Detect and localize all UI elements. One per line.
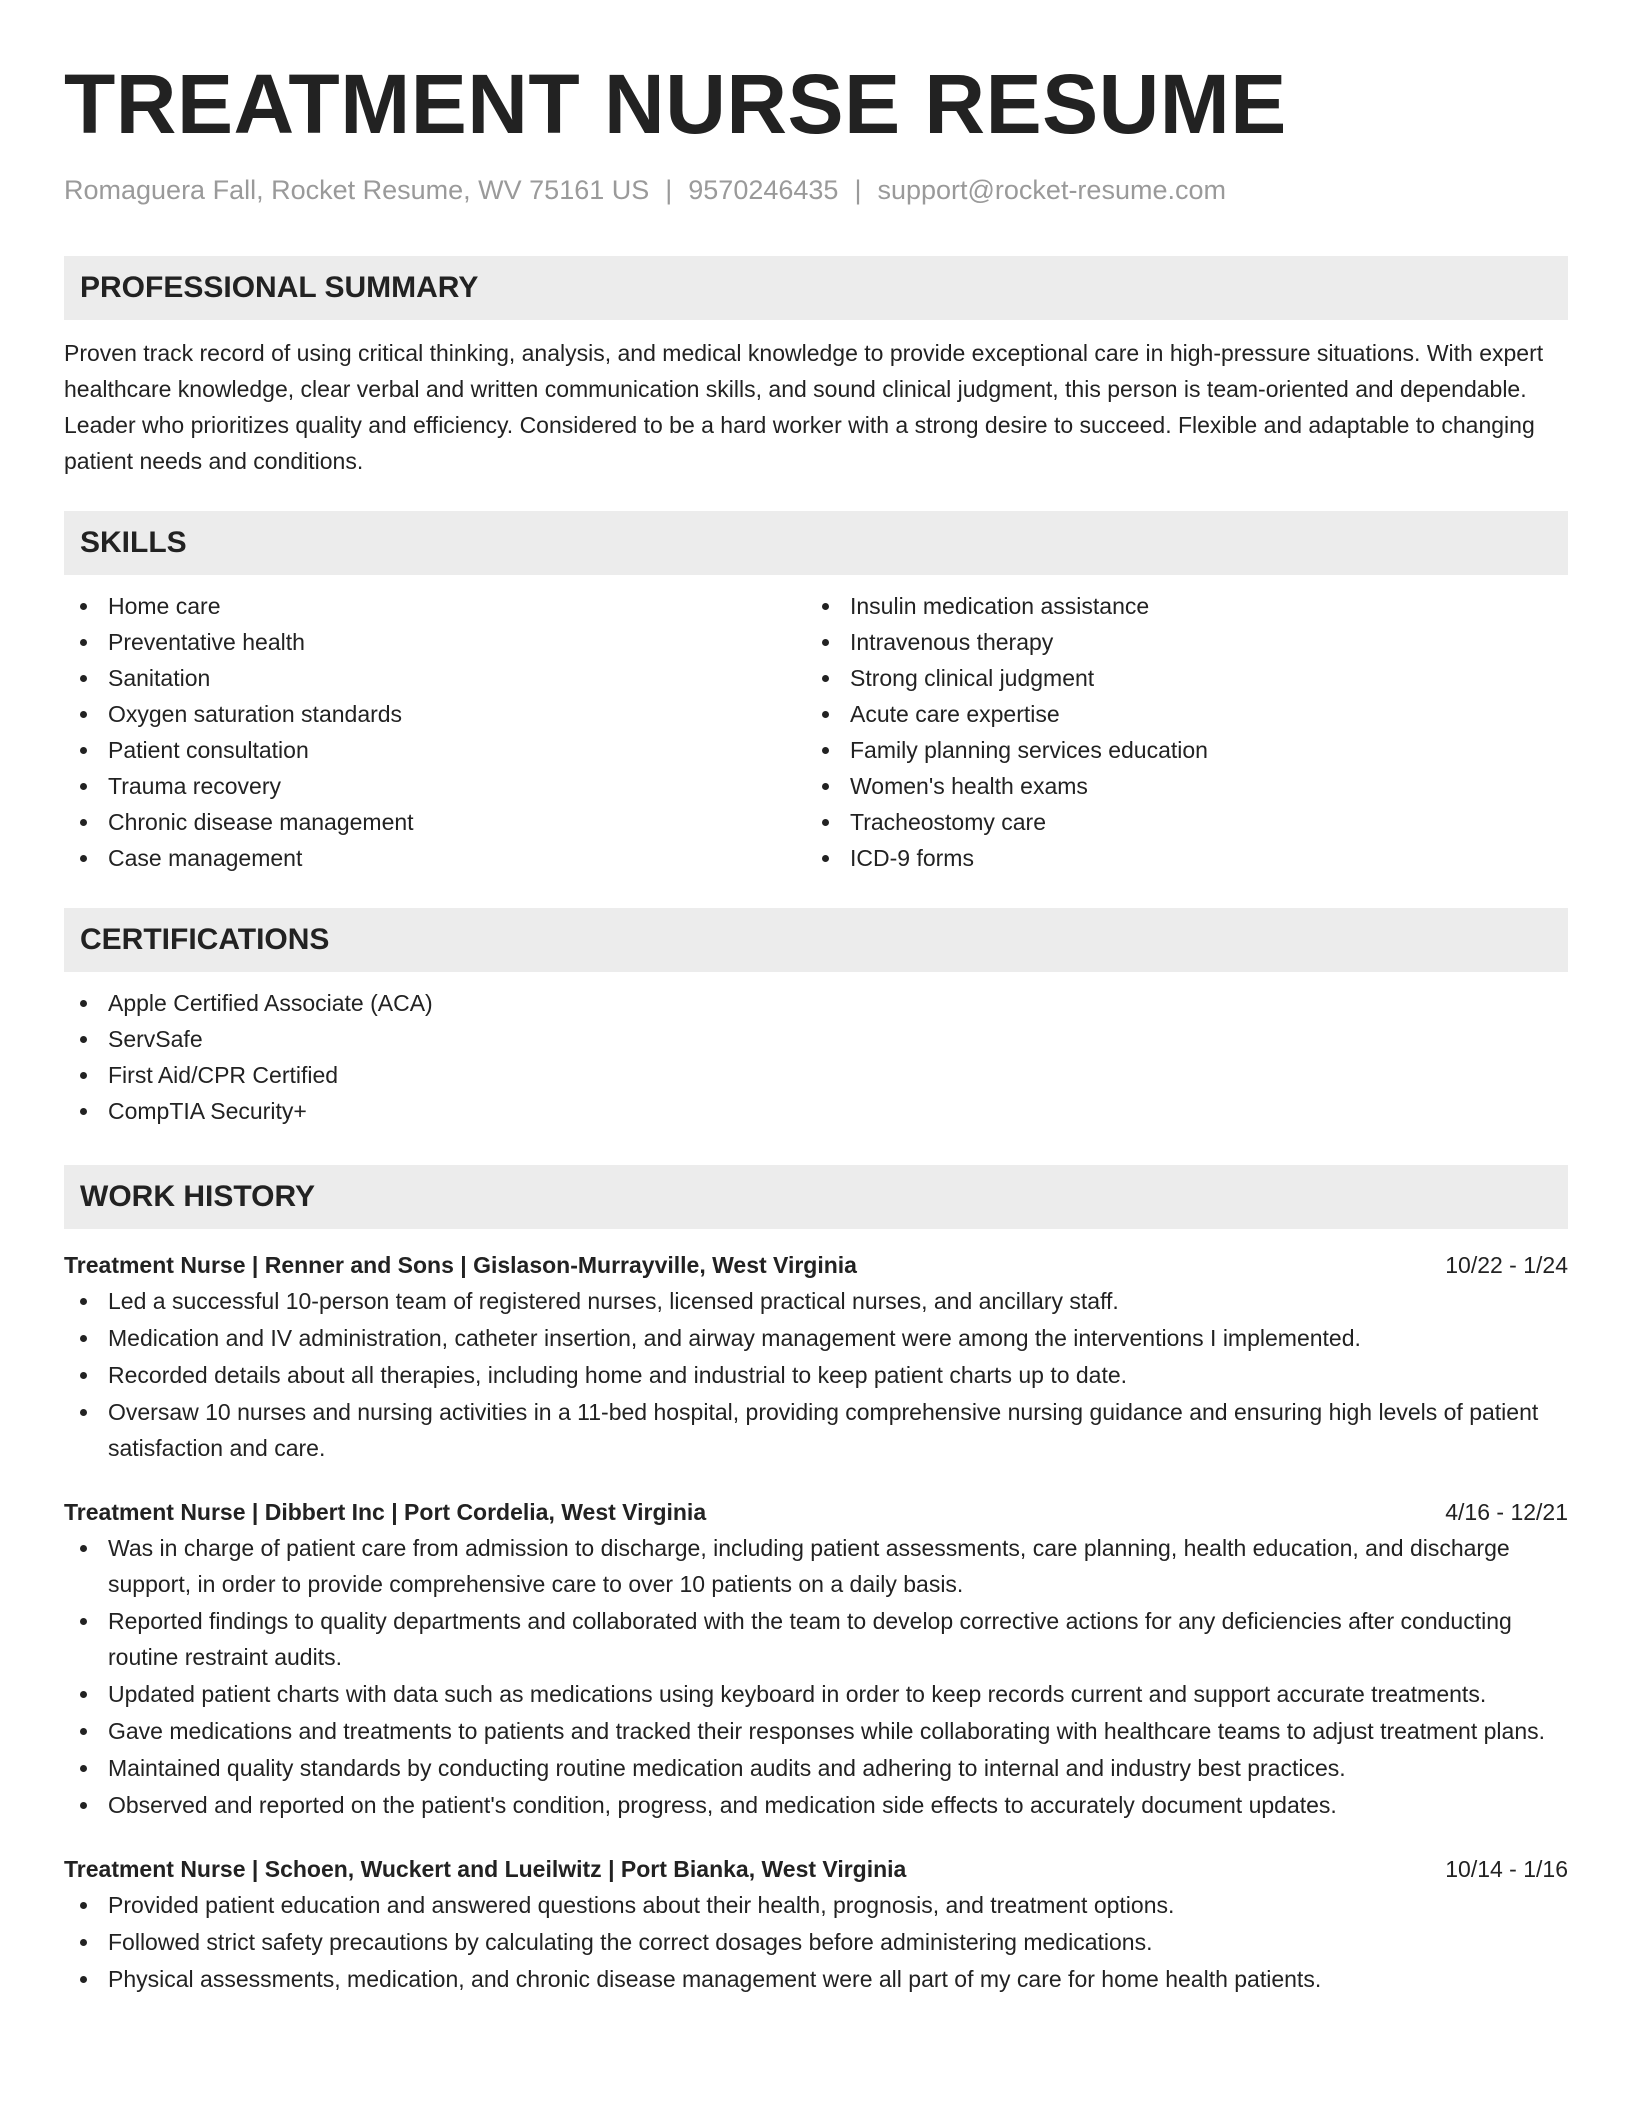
job-dates: 10/22 - 1/24 bbox=[1445, 1252, 1568, 1278]
skill-item: Women's health exams bbox=[806, 768, 1548, 804]
job-bullet: Followed strict safety precautions by calculating the correct dosages before administering medications. bbox=[64, 1924, 1568, 1960]
job-bullet: Updated patient charts with data such as medications using keyboard in order to keep records current and support accurate treatments. bbox=[64, 1676, 1568, 1712]
skills-list-right bbox=[806, 588, 1548, 876]
skill-item: Chronic disease management bbox=[64, 804, 806, 840]
job-bullet: Observed and reported on the patient's condition, progress, and medication side effects to accurately document updates. bbox=[64, 1787, 1568, 1823]
job-title: Treatment Nurse | Schoen, Wuckert and Lueilwitz | Port Bianka, West Virginia bbox=[64, 1856, 907, 1882]
job-header bbox=[64, 1247, 1568, 1283]
skill-item: ICD-9 forms bbox=[806, 840, 1548, 876]
skills-section bbox=[64, 511, 1568, 876]
summary-text: Proven track record of using critical thinking, analysis, and medical knowledge to provide exceptional care in high-pressure situations. With expert healthcare knowledge, clear verbal and written communication skills, and sound clinical judgment, this person is team-oriented and dependable. Leader who prioritizes quality and efficiency. Considered to be a hard worker with a strong desire to succeed. Flexible and adaptable to changing patient needs and conditions. bbox=[64, 340, 1544, 474]
job-entry bbox=[64, 1247, 1568, 1466]
skills-grid bbox=[64, 588, 1568, 876]
job-bullet: Led a successful 10-person team of registered nurses, licensed practical nurses, and ancillary staff. bbox=[64, 1283, 1568, 1319]
skill-item: Oxygen saturation standards bbox=[64, 696, 806, 732]
certifications-section bbox=[64, 908, 1568, 1129]
contact-separator: | bbox=[665, 175, 673, 205]
job-bullet: Provided patient education and answered questions about their health, prognosis, and treatment options. bbox=[64, 1887, 1568, 1923]
summary-heading: PROFESSIONAL SUMMARY bbox=[64, 256, 1568, 320]
work-history-heading: WORK HISTORY bbox=[64, 1165, 1568, 1229]
job-bullets bbox=[64, 1530, 1568, 1823]
job-bullet: Reported findings to quality departments and collaborated with the team to develop corrective actions for any deficiencies after conducting routine restraint audits. bbox=[64, 1603, 1568, 1675]
skills-heading: SKILLS bbox=[64, 511, 1568, 575]
skill-item: Insulin medication assistance bbox=[806, 588, 1548, 624]
job-header bbox=[64, 1494, 1568, 1530]
certifications-heading: CERTIFICATIONS bbox=[64, 908, 1568, 972]
skill-item: Tracheostomy care bbox=[806, 804, 1548, 840]
work-history-section bbox=[64, 1165, 1568, 1997]
skill-item: Acute care expertise bbox=[806, 696, 1548, 732]
job-bullet: Gave medications and treatments to patients and tracked their responses while collaborating with healthcare teams to adjust treatment plans. bbox=[64, 1713, 1568, 1749]
certification-item: CompTIA Security+ bbox=[64, 1093, 1568, 1129]
skill-item: Strong clinical judgment bbox=[806, 660, 1548, 696]
contact-email: support@rocket-resume.com bbox=[877, 175, 1226, 205]
job-dates: 4/16 - 12/21 bbox=[1445, 1499, 1568, 1525]
contact-separator: | bbox=[854, 175, 862, 205]
job-bullet: Oversaw 10 nurses and nursing activities in a 11-bed hospital, providing comprehensive nursing guidance and ensuring high levels of patient satisfaction and care. bbox=[64, 1394, 1568, 1466]
job-bullets bbox=[64, 1283, 1568, 1466]
skill-item: Patient consultation bbox=[64, 732, 806, 768]
job-bullet: Recorded details about all therapies, including home and industrial to keep patient charts up to date. bbox=[64, 1357, 1568, 1393]
skills-list-left bbox=[64, 588, 806, 876]
job-bullet: Was in charge of patient care from admission to discharge, including patient assessments, care planning, health education, and discharge support, in order to provide comprehensive care to over 10 patients on a daily basis. bbox=[64, 1530, 1568, 1602]
contact-address: Romaguera Fall, Rocket Resume, WV 75161 US bbox=[64, 175, 650, 205]
contact-phone: 9570246435 bbox=[688, 175, 839, 205]
contact-line bbox=[64, 172, 1568, 208]
certifications-list bbox=[64, 985, 1568, 1129]
skill-item: Intravenous therapy bbox=[806, 624, 1548, 660]
job-title: Treatment Nurse | Dibbert Inc | Port Cordelia, West Virginia bbox=[64, 1499, 707, 1525]
skill-item: Trauma recovery bbox=[64, 768, 806, 804]
skill-item: Preventative health bbox=[64, 624, 806, 660]
skill-item: Home care bbox=[64, 588, 806, 624]
job-dates: 10/14 - 1/16 bbox=[1445, 1856, 1568, 1882]
resume-title: TREATMENT NURSE RESUME bbox=[64, 57, 1287, 151]
skill-item: Sanitation bbox=[64, 660, 806, 696]
resume-page bbox=[64, 0, 1568, 1998]
job-bullet: Maintained quality standards by conducting routine medication audits and adhering to internal and industry best practices. bbox=[64, 1750, 1568, 1786]
job-entry bbox=[64, 1494, 1568, 1823]
certification-item: First Aid/CPR Certified bbox=[64, 1057, 1568, 1093]
summary-section bbox=[64, 256, 1568, 479]
job-entry bbox=[64, 1851, 1568, 1997]
job-title: Treatment Nurse | Renner and Sons | Gislason-Murrayville, West Virginia bbox=[64, 1252, 857, 1278]
job-bullets bbox=[64, 1887, 1568, 1997]
job-bullet: Physical assessments, medication, and chronic disease management were all part of my care for home health patients. bbox=[64, 1961, 1568, 1997]
certification-item: ServSafe bbox=[64, 1021, 1568, 1057]
skill-item: Family planning services education bbox=[806, 732, 1548, 768]
certification-item: Apple Certified Associate (ACA) bbox=[64, 985, 1568, 1021]
job-bullet: Medication and IV administration, catheter insertion, and airway management were among the interventions I implemented. bbox=[64, 1320, 1568, 1356]
skill-item: Case management bbox=[64, 840, 806, 876]
job-header bbox=[64, 1851, 1568, 1887]
